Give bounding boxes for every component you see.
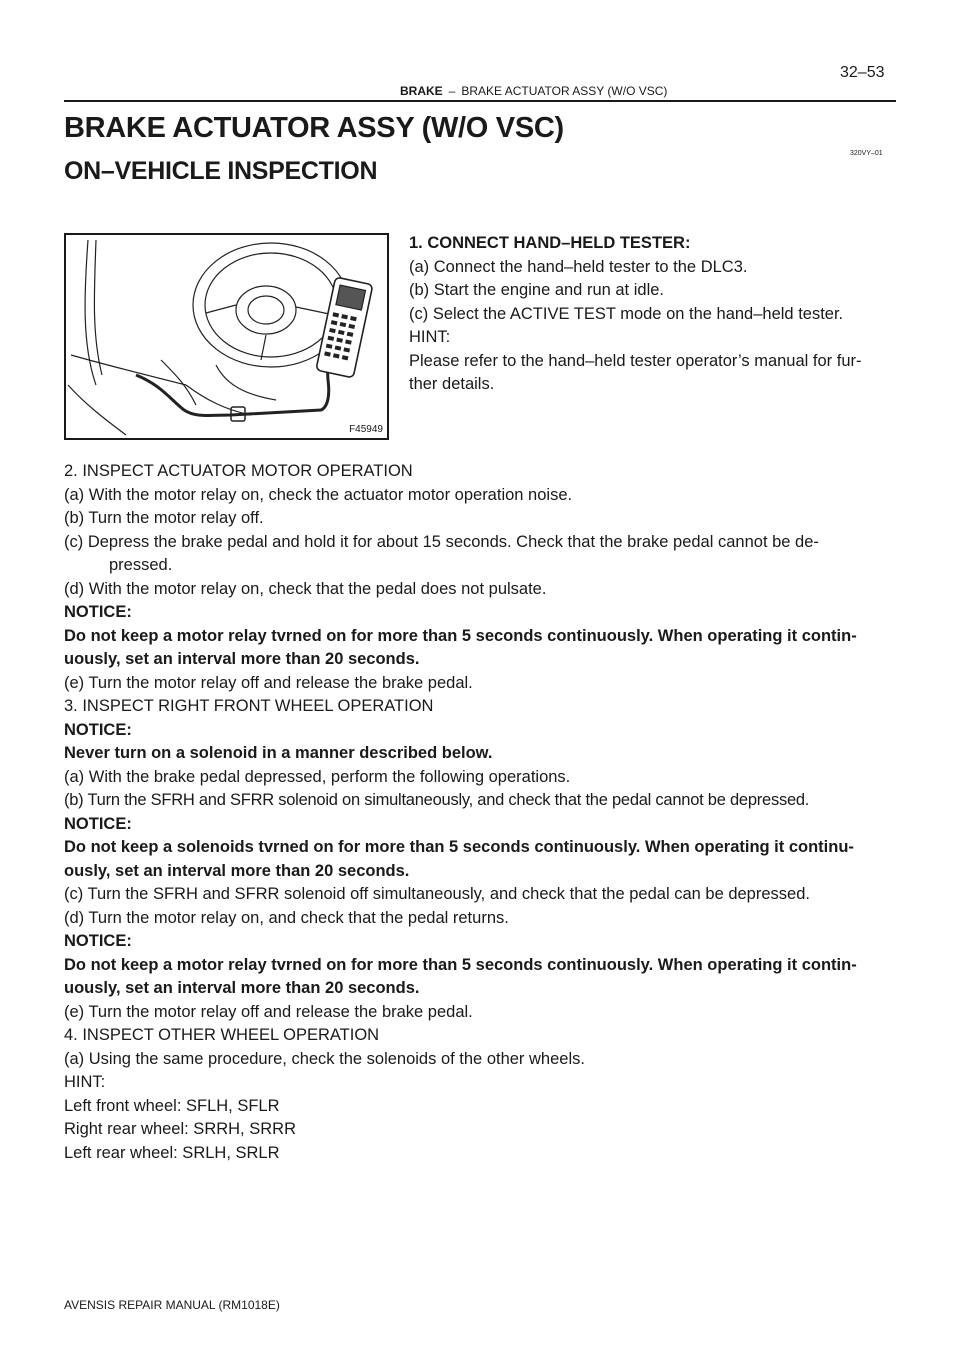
figure-tester-illustration <box>64 233 389 440</box>
step-2-notice-line-2: uously, set an interval more than 20 seconds. <box>64 650 420 668</box>
step-3-notice-1: Never turn on a solenoid in a manner described below. <box>64 744 493 762</box>
step-1-b: (b) Start the engine and run at idle. <box>409 281 664 299</box>
step-2-notice-line-1: Do not keep a motor relay tvrned on for more than 5 seconds continuously. When operating it contin- <box>64 626 857 645</box>
step-1-hint-label: HINT: <box>409 328 451 346</box>
step-1-hint-line-1: Please refer to the hand–held tester operator’s manual for fur- <box>409 351 862 370</box>
step-4-hint-label: HINT: <box>64 1073 106 1091</box>
step-1-section <box>409 232 899 397</box>
step-2-b: (b) Turn the motor relay off. <box>64 509 264 527</box>
step-4-a: (a) Using the same procedure, check the solenoids of the other wheels. <box>64 1049 585 1068</box>
step-3-notice-2-line-1: Do not keep a solenoids tvrned on for more than 5 seconds continuously. When operating it continu- <box>64 838 854 856</box>
step-4-hint-line-1: Left front wheel: SFLH, SFLR <box>64 1096 280 1115</box>
step-2-notice-label: NOTICE: <box>64 603 132 621</box>
page-subtitle: ON–VEHICLE INSPECTION <box>64 157 378 185</box>
step-3-heading: 3. INSPECT RIGHT FRONT WHEEL OPERATION <box>64 697 434 715</box>
step-4-heading: 4. INSPECT OTHER WHEEL OPERATION <box>64 1026 380 1044</box>
step-3-notice-3-line-1: Do not keep a motor relay tvrned on for more than 5 seconds continuously. When operating it contin- <box>64 955 857 974</box>
hand-held-tester-illustration-icon <box>66 235 387 438</box>
page-number: 32–53 <box>840 64 885 81</box>
step-2-e: (e) Turn the motor relay off and release the brake pedal. <box>64 673 473 692</box>
header-rule <box>64 100 896 102</box>
step-1-heading: 1. CONNECT HAND–HELD TESTER: <box>409 234 691 252</box>
step-4-hint-line-3: Left rear wheel: SRLH, SRLR <box>64 1143 280 1162</box>
header-separator: – <box>448 84 456 98</box>
step-3-c: (c) Turn the SFRH and SFRR solenoid off simultaneously, and check that the pedal can be depressed. <box>64 885 810 903</box>
step-3-b: (b) Turn the SFRH and SFRR solenoid on simultaneously, and check that the pedal cannot be depressed. <box>64 791 810 809</box>
step-1-a: (a) Connect the hand–held tester to the DLC3. <box>409 257 748 276</box>
step-2-c-line-2: pressed. <box>109 556 173 574</box>
running-header <box>400 84 667 98</box>
step-1-hint-line-2: ther details. <box>409 375 495 393</box>
step-3-d: (d) Turn the motor relay on, and check that the pedal returns. <box>64 908 509 927</box>
step-1-c: (c) Select the ACTIVE TEST mode on the hand–held tester. <box>409 304 844 323</box>
step-2-a: (a) With the motor relay on, check the actuator motor operation noise. <box>64 485 573 504</box>
main-body <box>64 460 896 1165</box>
header-section: BRAKE <box>400 84 443 98</box>
step-3-notice-3-label: NOTICE: <box>64 932 132 950</box>
step-2-c-line-1: (c) Depress the brake pedal and hold it for about 15 seconds. Check that the brake pedal cannot be de- <box>64 532 819 551</box>
step-3-notice-2-line-2: ously, set an interval more than 20 seconds. <box>64 861 410 880</box>
page-footer: AVENSIS REPAIR MANUAL (RM1018E) <box>64 1298 280 1312</box>
doc-code: 320VY–01 <box>850 150 883 157</box>
step-4-hint-line-2: Right rear wheel: SRRH, SRRR <box>64 1120 296 1138</box>
page-title: BRAKE ACTUATOR ASSY (W/O VSC) <box>64 112 564 144</box>
step-3-e: (e) Turn the motor relay off and release the brake pedal. <box>64 1002 473 1021</box>
header-subsection: BRAKE ACTUATOR ASSY (W/O VSC) <box>461 84 668 98</box>
step-3-notice-1-label: NOTICE: <box>64 720 132 739</box>
step-3-notice-3-line-2: uously, set an interval more than 20 seconds. <box>64 979 420 997</box>
step-3-a: (a) With the brake pedal depressed, perform the following operations. <box>64 767 571 786</box>
step-3-notice-2-label: NOTICE: <box>64 814 132 833</box>
step-2-d: (d) With the motor relay on, check that the pedal does not pulsate. <box>64 579 547 598</box>
figure-label: F45949 <box>349 424 383 435</box>
step-2-heading: 2. INSPECT ACTUATOR MOTOR OPERATION <box>64 462 413 480</box>
